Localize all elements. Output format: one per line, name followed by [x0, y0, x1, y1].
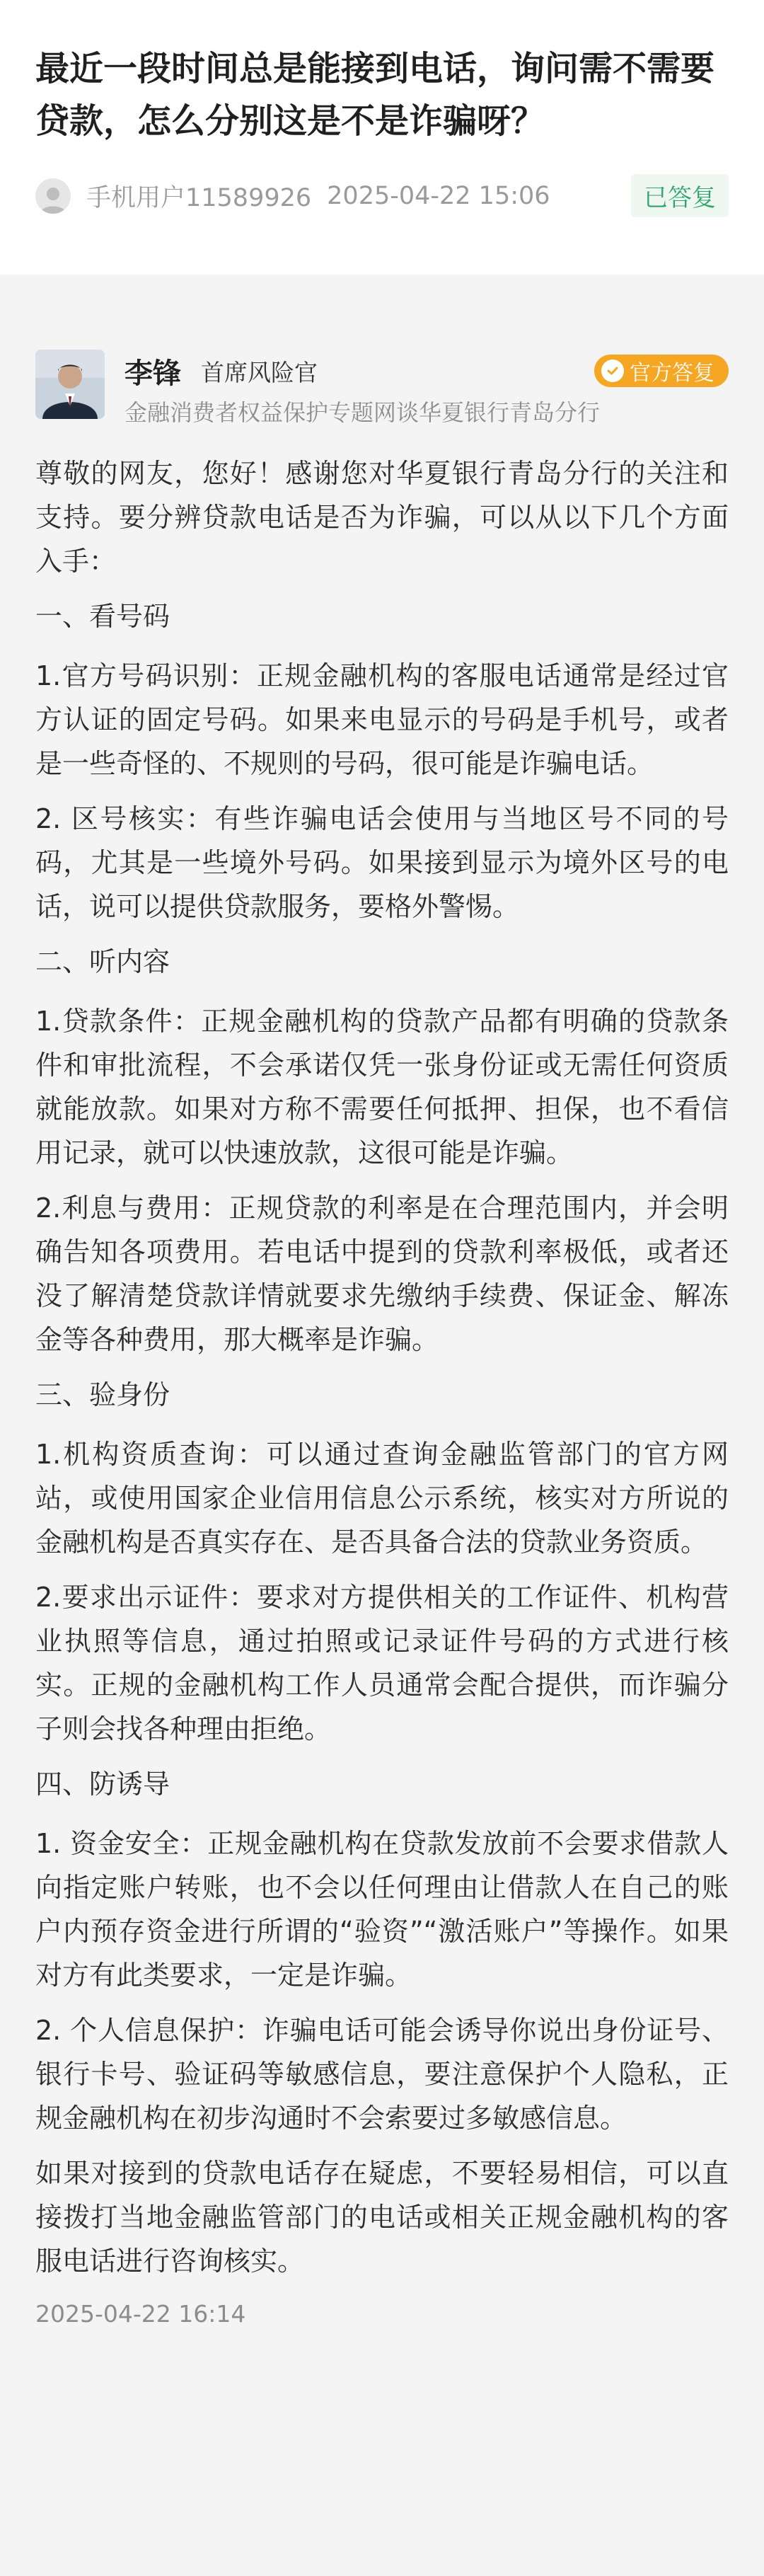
answer-paragraph: 2.要求出示证件：要求对方提供相关的工作证件、机构营业执照等信息，通过拍照或记录证件号码的方式进行核实。正规的金融机构工作人员通常会配合提供，而诈骗分子则会找各种理由拒绝。	[35, 1582, 729, 1744]
section-heading: 一、看号码	[35, 601, 170, 632]
answer-paragraph: 如果对接到的贷款电话存在疑虑，不要轻易相信，可以直接拨打当地金融监管部门的电话或相关正规金融机构的客服电话进行咨询核实。	[35, 2158, 729, 2277]
question-title: 最近一段时间总是能接到电话，询问需不需要贷款，怎么分别这是不是诈骗呀？	[35, 49, 715, 141]
author-role: 首席风险官	[201, 358, 318, 386]
answer-paragraph: 2. 个人信息保护：诈骗电话可能会诱导你说出身份证号、银行卡号、验证码等敏感信息，要注意保护个人隐私，正规金融机构在初步沟通时不会索要过多敏感信息。	[35, 2015, 729, 2134]
answer-paragraph: 2. 区号核实：有些诈骗电话会使用与当地区号不同的号码，尤其是一些境外号码。如果接到显示为境外区号的电话，说可以提供贷款服务，要格外警惕。	[35, 803, 729, 922]
check-icon	[601, 360, 624, 382]
answer-time: 2025-04-22 16:14	[35, 2300, 246, 2328]
answer-paragraph: 1.贷款条件：正规金融机构的贷款产品都有明确的贷款条件和审批流程，不会承诺仅凭一张身份证或无需任何资质就能放款。如果对方称不需要任何抵押、担保，也不看信用记录，就可以快速放款，这很可能是诈骗。	[35, 1006, 729, 1168]
status-badge: 已答复	[631, 174, 729, 217]
official-answer-badge	[594, 355, 729, 387]
answer-paragraph: 尊敬的网友，您好！感谢您对华夏银行青岛分行的关注和支持。要分辨贷款电话是否为诈骗，可以从以下几个方面入手：	[35, 458, 729, 577]
official-badge-label: 官方答复	[630, 361, 714, 386]
answer-content	[35, 452, 729, 2283]
answer-paragraph: 1. 资金安全：正规金融机构在贷款发放前不会要求借款人向指定账户转账，也不会以任何理由让借款人在自己的账户内预存资金进行所谓的“验资”“激活账户”等操作。如果对方有此类要求，一定是诈骗。	[35, 1828, 729, 1991]
user-avatar-icon[interactable]	[35, 178, 71, 214]
section-heading: 三、验身份	[35, 1379, 170, 1410]
answer-paragraph: 1.机构资质查询：可以通过查询金融监管部门的官方网站，或使用国家企业信用信息公示系统，核实对方所说的金融机构是否真实存在、是否具备合法的贷款业务资质。	[35, 1439, 729, 1558]
author-organization: 金融消费者权益保护专题网谈华夏银行青岛分行	[125, 399, 601, 426]
answer-section	[0, 317, 764, 2328]
section-heading: 四、防诱导	[35, 1769, 170, 1800]
answer-author	[35, 350, 729, 427]
question-time: 2025-04-22 15:06	[327, 181, 550, 210]
section-heading: 二、听内容	[35, 946, 170, 977]
question-meta	[35, 174, 729, 217]
author-name: 李锋	[125, 357, 181, 390]
author-avatar[interactable]	[35, 350, 105, 419]
answer-paragraph: 2.利息与费用：正规贷款的利率是在合理范围内，并会明确告知各项费用。若电话中提到的贷款利率极低，或者还没了解清楚贷款详情就要求先缴纳手续费、保证金、解冻金等各种费用，那大概率是诈骗。	[35, 1192, 729, 1355]
answer-paragraph: 1.官方号码识别：正规金融机构的客服电话通常是经过官方认证的固定号码。如果来电显示的号码是手机号，或者是一些奇怪的、不规则的号码，很可能是诈骗电话。	[35, 660, 729, 779]
section-divider	[0, 275, 764, 317]
question-header	[0, 0, 764, 275]
question-user[interactable]: 手机用户11589926	[86, 183, 312, 212]
